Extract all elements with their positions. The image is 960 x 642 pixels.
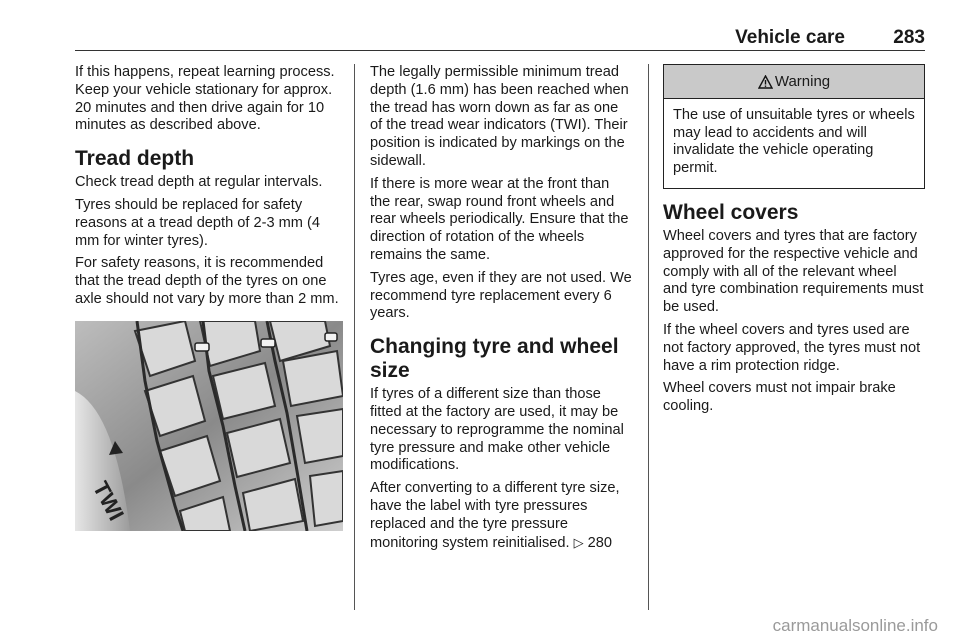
header-divider xyxy=(75,50,925,51)
warning-triangle-icon xyxy=(758,75,773,89)
warning-title: Warning xyxy=(774,73,831,90)
paragraph-minimum-tread: The legally permissible minimum tread depth (1.6 mm) has been reached when the tread has worn down as far as one of the tread wear indicators (TWI). Their position is indicated by markings on the sidewall. xyxy=(370,64,629,169)
tread-wear-indicator-image xyxy=(75,321,343,531)
paragraph-brake-cooling: Wheel covers must not impair brake cooling. xyxy=(663,380,896,415)
after-converting-text: After converting to a different tyre size, have the label with tyre pressures replaced and the tyre pressure monitoring system reinitialised. xyxy=(370,480,620,551)
column-1 xyxy=(75,64,345,531)
twi-label: TWI xyxy=(88,477,130,525)
paragraph-rim-protection: If the wheel covers and tyres used are not factory approved, the tyres must not have a rim protection ridge. xyxy=(663,321,921,374)
page-reference-arrow-icon: ▷ xyxy=(573,534,584,550)
paragraph-different-size: If tyres of a different size than those fitted at the factory are used, it may be necessary to reprogramme the nominal tyre pressure and make other vehicle modifications. xyxy=(370,386,624,474)
warning-box xyxy=(663,64,925,189)
paragraph-check-tread: Check tread depth at regular intervals. xyxy=(75,174,323,191)
paragraph-approved-covers: Wheel covers and tyres that are factory approved for the respective vehicle and comply with all of the relevant wheel and tyre combination requirements must be used. xyxy=(663,227,924,316)
paragraph-swap-wheels: If there is more wear at the front than the rear, swap round front wheels and rear wheels periodically. Ensure that the direction of rotation of the wheels remains the same. xyxy=(370,175,629,263)
column-2 xyxy=(370,64,633,557)
page-reference-link[interactable]: 280 xyxy=(587,534,613,551)
page-number: 283 xyxy=(893,27,925,48)
page-header xyxy=(75,27,925,51)
paragraph-after-converting xyxy=(370,480,633,552)
site-watermark: carmanualsonline.info xyxy=(772,616,938,635)
heading-changing-tyre-size: Changing tyre and wheel size xyxy=(370,335,619,383)
heading-tread-depth: Tread depth xyxy=(75,147,195,171)
section-title: Vehicle care xyxy=(735,27,845,48)
paragraph-learning: If this happens, repeat learning process. Keep your vehicle stationary for approx. 20 minutes and then drive again for 10 minutes as described above. xyxy=(75,64,335,134)
warning-body xyxy=(664,99,924,188)
column-3 xyxy=(663,64,925,421)
warning-text: The use of unsuitable tyres or wheels may lead to accidents and will invalidate the vehicle operating permit. xyxy=(673,106,915,177)
heading-wheel-covers: Wheel covers xyxy=(663,200,799,224)
column-divider-2 xyxy=(648,64,649,610)
paragraph-axle-variation: For safety reasons, it is recommended that the tread depth of the tyres on one axle should not vary by more than 2 mm. xyxy=(75,255,339,307)
column-divider-1 xyxy=(354,64,355,610)
paragraph-tyre-age: Tyres age, even if they are not used. We recommend tyre replacement every 6 years. xyxy=(370,269,632,322)
paragraph-replace-tyres: Tyres should be replaced for safety reasons at a tread depth of 2-3 mm (4 mm for winter tyres). xyxy=(75,196,320,249)
warning-header xyxy=(664,65,924,99)
